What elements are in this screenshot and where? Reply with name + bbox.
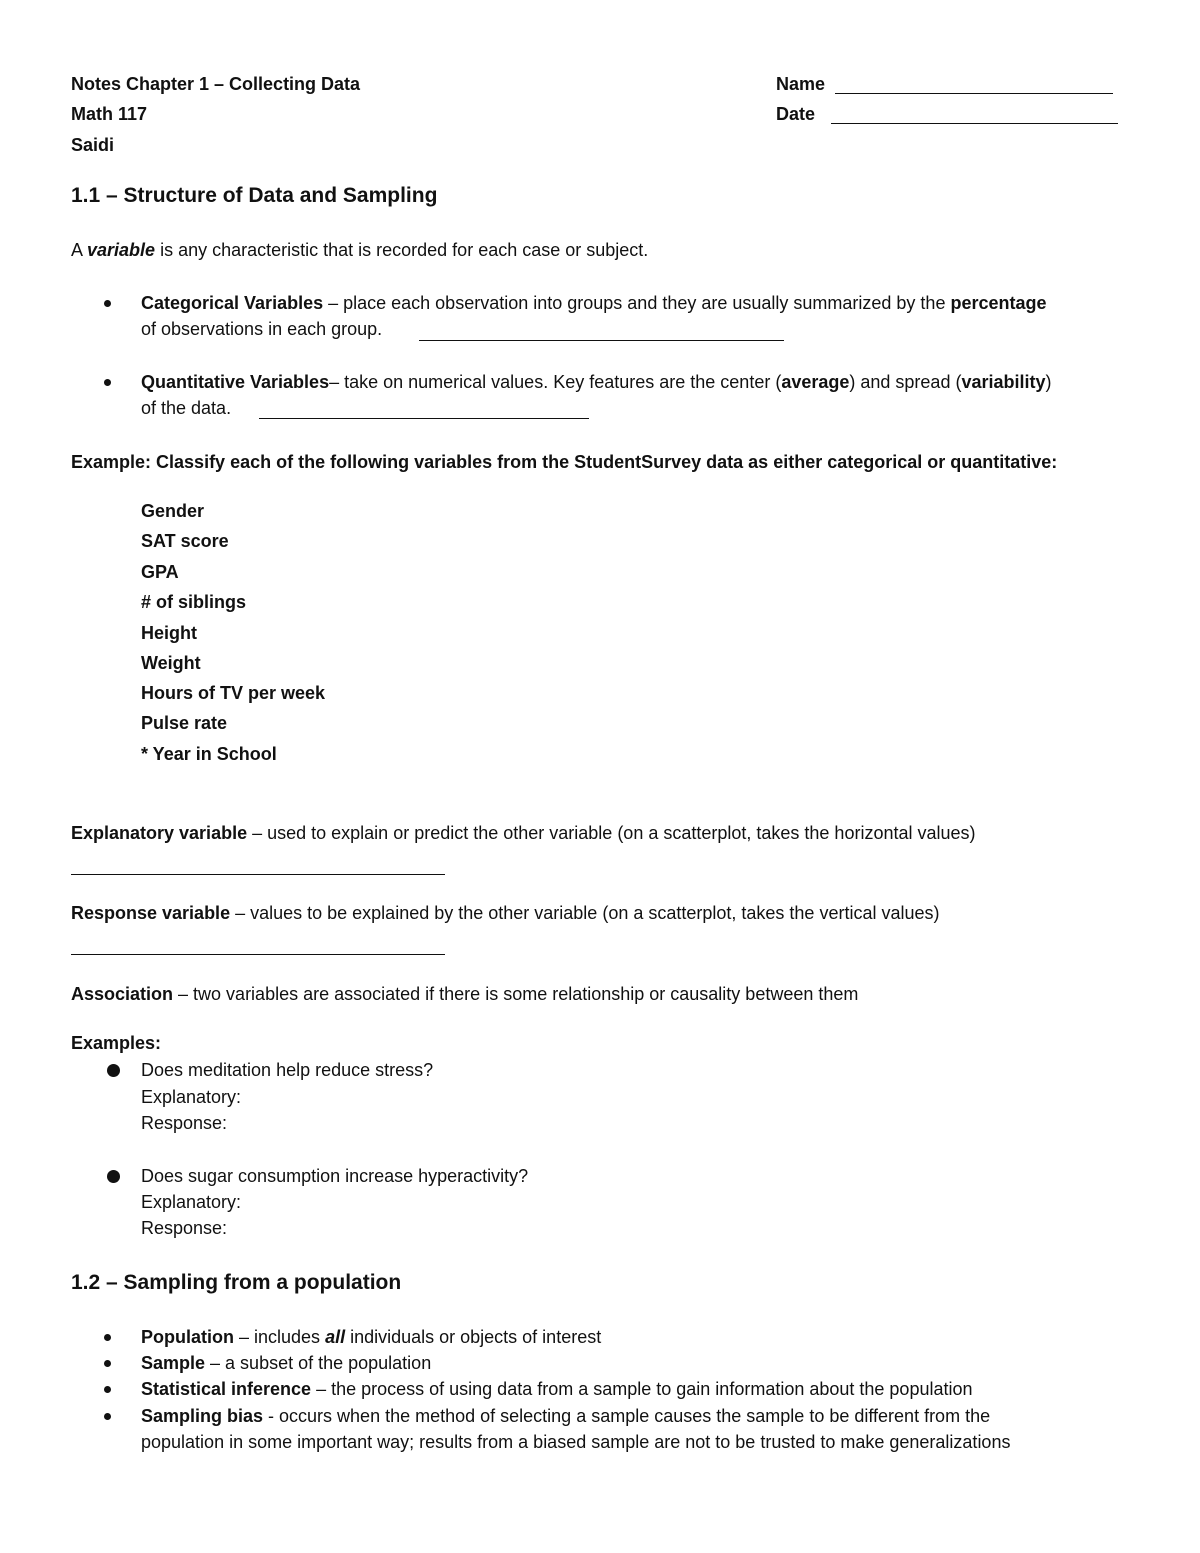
quantitative-definition-cont: of the data.: [141, 398, 232, 418]
variable-item: SAT score: [141, 531, 229, 551]
instructor-name: Saidi: [71, 135, 115, 155]
population-definition: Population – includes all individuals or objects of interest: [141, 1327, 602, 1347]
variable-item: GPA: [141, 562, 179, 582]
sample-definition: Sample – a subset of the population: [141, 1353, 432, 1373]
example-response-label: Response:: [141, 1113, 228, 1133]
response-blank[interactable]: [71, 954, 445, 955]
bias-definition: Sampling bias - occurs when the method of selecting a sample causes the sample to be different from the: [141, 1406, 991, 1426]
variable-item: * Year in School: [141, 744, 277, 764]
examples-label: Examples:: [71, 1033, 162, 1053]
association-definition: Association – two variables are associated if there is some relationship or causality between them: [71, 984, 859, 1004]
name-blank[interactable]: [835, 93, 1113, 94]
document-title: Notes Chapter 1 – Collecting Data: [71, 74, 361, 94]
date-label: Date: [776, 104, 816, 124]
example-response-label: Response:: [141, 1218, 228, 1238]
response-definition: Response variable – values to be explained by the other variable (on a scatterplot, takes the vertical values): [71, 903, 940, 923]
categorical-definition-cont: of observations in each group.: [141, 319, 383, 339]
categorical-blank[interactable]: [419, 340, 784, 341]
section-heading-1-1: 1.1 – Structure of Data and Sampling: [71, 184, 438, 207]
variable-item: Pulse rate: [141, 713, 228, 733]
bullet-icon: [107, 1064, 120, 1077]
inference-definition: Statistical inference – the process of using data from a sample to gain information about the population: [141, 1379, 973, 1399]
bullet-icon: [107, 1170, 120, 1183]
variable-definition: A variable is any characteristic that is recorded for each case or subject.: [71, 240, 649, 260]
variable-item: Hours of TV per week: [141, 683, 326, 703]
bullet-icon: [104, 1386, 111, 1393]
variable-item: Weight: [141, 653, 201, 673]
bullet-icon: [104, 1334, 111, 1341]
explanatory-definition: Explanatory variable – used to explain or predict the other variable (on a scatterplot, takes the horizontal values): [71, 823, 976, 843]
date-blank[interactable]: [831, 123, 1118, 124]
example-question: Does meditation help reduce stress?: [141, 1060, 434, 1080]
example-explanatory-label: Explanatory:: [141, 1192, 242, 1212]
bias-definition-cont: population in some important way; results from a biased sample are not to be trusted to make generalizations: [141, 1432, 1011, 1452]
quantitative-blank[interactable]: [259, 418, 589, 419]
variable-item: Gender: [141, 501, 205, 521]
example-question: Does sugar consumption increase hyperactivity?: [141, 1166, 529, 1186]
section-heading-1-2: 1.2 – Sampling from a population: [71, 1271, 402, 1294]
categorical-definition: Categorical Variables – place each observation into groups and they are usually summarized by the percentage: [141, 293, 1047, 313]
example-prompt: Example: Classify each of the following variables from the StudentSurvey data as either categorical or quantitative:: [71, 452, 1058, 472]
bullet-icon: [104, 1413, 111, 1420]
name-label: Name: [776, 74, 826, 94]
variable-item: # of siblings: [141, 592, 247, 612]
bullet-icon: [104, 300, 111, 307]
quantitative-definition: Quantitative Variables– take on numerical values. Key features are the center (average) and spread (variability): [141, 372, 1052, 392]
course-name: Math 117: [71, 104, 148, 124]
bullet-icon: [104, 1360, 111, 1367]
explanatory-blank[interactable]: [71, 874, 445, 875]
bullet-icon: [104, 379, 111, 386]
example-explanatory-label: Explanatory:: [141, 1087, 242, 1107]
variable-item: Height: [141, 623, 197, 643]
